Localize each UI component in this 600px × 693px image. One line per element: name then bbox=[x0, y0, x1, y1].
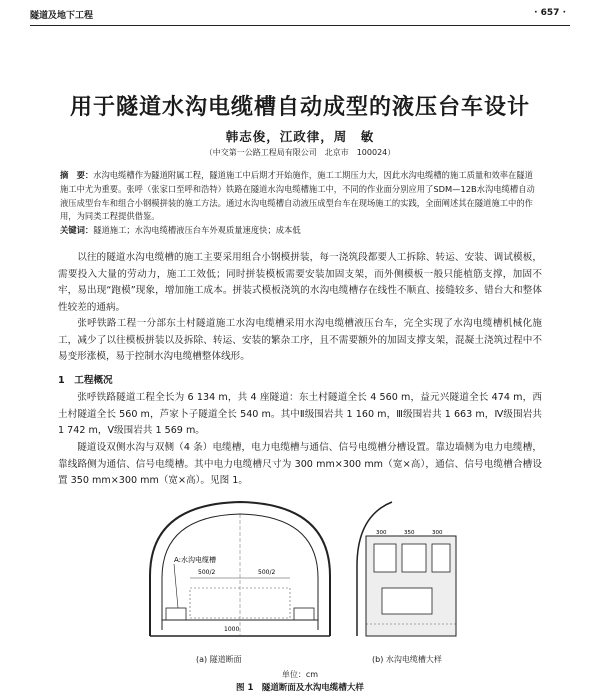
authors: 韩志俊，江政律，周 敏 bbox=[225, 129, 375, 144]
dim-label-left: 500/2 bbox=[198, 569, 216, 576]
intro-paragraph-2: 张呼铁路工程一分部东土村隧道施工水沟电缆槽采用水沟电缆槽液压台车，完全实现了水沟电缆槽机械化施工，减少了以往模板拼装以及拆除、转运、安装的繁杂工序，且不需要额外的加固支撑支架，混凝土浇筑过程中不易变形涨模，易于控制水沟电缆槽整体线形。 bbox=[58, 318, 542, 362]
section-paragraph-1: 张呼铁路隧道工程全长为 6 134 m，共 4 座隧道：东土村隧道全长 4 560 m，益元兴隧道全长 474 m，西土村隧道全长 560 m，芦家卜子隧道全长 540 m。其中Ⅱ级围岩共 1 160 m，Ⅲ级围岩共 1 663 m，Ⅳ级围岩共 1 742 m，Ⅴ级围岩共 1 569 m。 bbox=[58, 392, 542, 436]
trough-label: A:水沟电缆槽 bbox=[174, 556, 217, 564]
abstract-text: 水沟电缆槽作为隧道附属工程，隧道施工中后期才开始施作，施工工期压力大，因此水沟电缆槽的施工质量和效率在隧道施工中尤为重要。张呼（张家口至呼和浩特）铁路在隧道水沟电缆槽施工中，不同的作业面分别应用了SDM—12B水沟电缆槽自动液压成型台车和组合小钢模拼装的施工方法。通过水沟电缆槽自动液压成型台车在现场施工的实践，全面阐述其在隧道施工中的作用，为同类工程提供借鉴。 bbox=[60, 170, 535, 222]
intro-paragraph-1: 以往的隧道水沟电缆槽的施工主要采用组合小钢模拼装，每一浇筑段都要人工拆除、转运、安装、调试模板，需要投入大量的劳动力，施工工效低；同时拼装模板需要安装加固支架，而外侧模板一般只能植筋支撑，加固不牢，易出现“跑模”现象，增加施工成本。拼装式模板浇筑的水沟电缆槽存在线性不顺直、接缝较多、错台大和整体性较差的通病。 bbox=[58, 252, 542, 313]
journal-section-header: 隧道及地下工程 bbox=[30, 11, 94, 21]
affiliation: （中交第一公路工程局有限公司 北京市 100024） bbox=[204, 148, 396, 157]
dim-label-span: 1000 bbox=[224, 626, 240, 633]
figure-trough-detail bbox=[352, 496, 462, 646]
section-paragraph-2: 隧道设双侧水沟与双侧（4 条）电缆槽，电力电缆槽与通信、信号电缆槽分槽设置。靠边墙侧为电力电缆槽，靠线路侧为通信、信号电缆槽。其中电力电缆槽尺寸为 300 mm×300 mm（宽×高），通信、信号电缆槽合槽设置 350 mm×300 mm（宽×高）。见图 1。 bbox=[58, 442, 542, 486]
paper-title: 用于隧道水沟电缆槽自动成型的液压台车设计 bbox=[69, 94, 530, 120]
dim-label-signal-trough: 350 bbox=[404, 530, 415, 536]
header-rule bbox=[30, 25, 570, 26]
caption-b: (b) 水沟电缆槽大样 bbox=[372, 655, 442, 664]
figure-tunnel-section bbox=[140, 496, 340, 646]
abstract-label: 摘 要： bbox=[60, 170, 94, 180]
page-number: · 657 · bbox=[534, 8, 566, 18]
dim-label-height: 300 bbox=[432, 530, 443, 536]
dim-label-right: 500/2 bbox=[258, 569, 276, 576]
right-cable-trough bbox=[294, 608, 314, 620]
dim-label-power-trough: 300 bbox=[376, 530, 387, 536]
keywords bbox=[60, 224, 540, 236]
keywords-label: 关键词： bbox=[60, 225, 94, 235]
keywords-text: 隧道施工；水沟电缆槽液压台车外观质量速度快；成本低 bbox=[93, 225, 301, 235]
section-heading: 1 工程概况 bbox=[58, 375, 113, 386]
figure-caption: 图 1 隧道断面及水沟电缆槽大样 bbox=[236, 683, 364, 693]
abstract bbox=[60, 169, 540, 224]
caption-a: (a) 隧道断面 bbox=[196, 655, 242, 664]
left-cable-trough bbox=[166, 608, 186, 620]
unit-note: 单位：cm bbox=[281, 670, 319, 679]
